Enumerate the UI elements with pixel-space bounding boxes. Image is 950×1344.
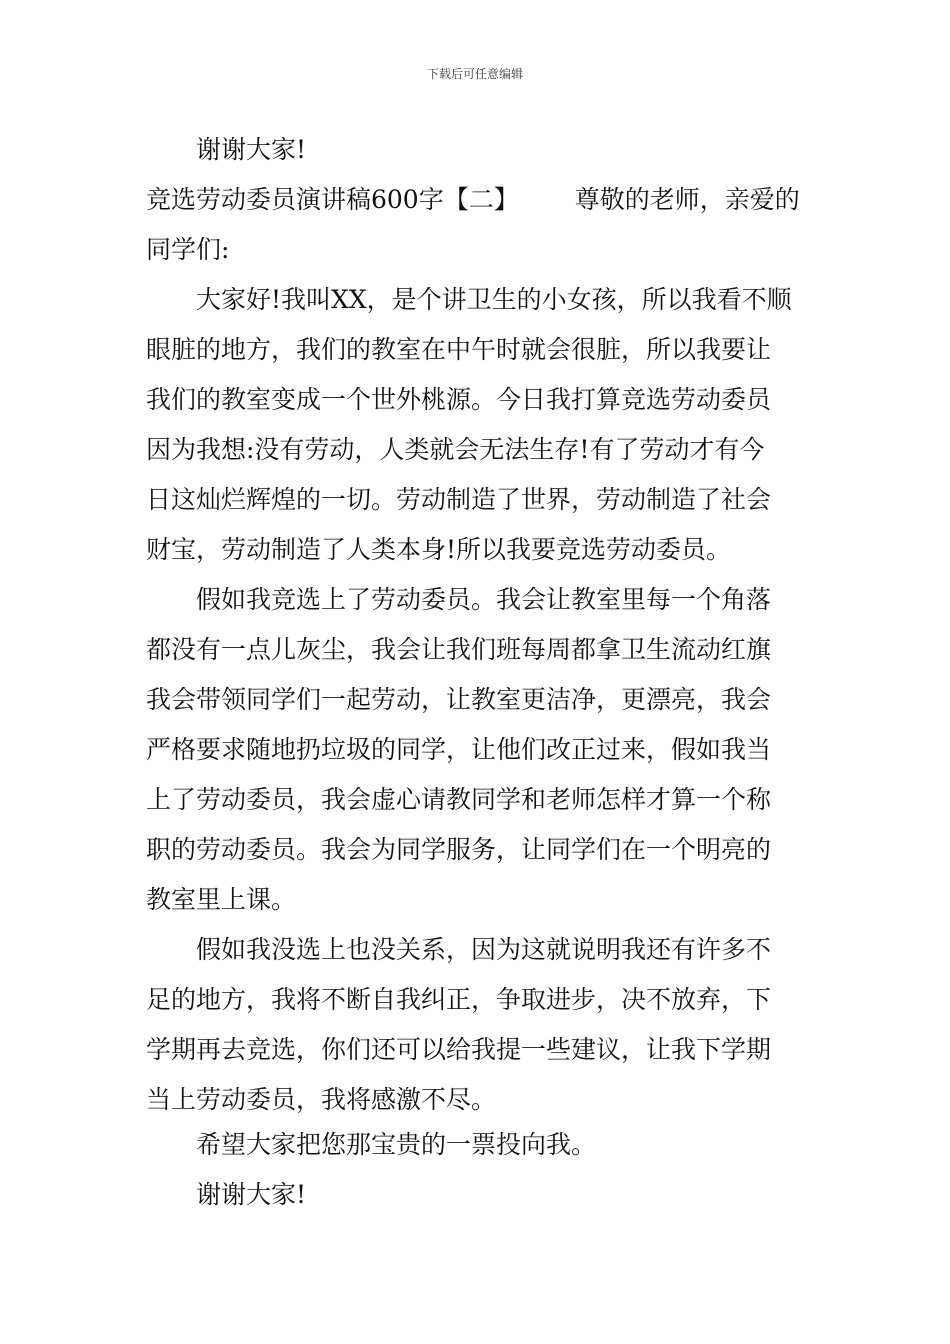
closing-thanks-line: 谢谢大家! <box>196 135 307 164</box>
paragraph-line: 职的劳动委员。我会为同学服务，让同学们在一个明亮的 <box>146 835 772 864</box>
paragraph-line: 假如我竞选上了劳动委员。我会让教室里每一个角落 <box>196 585 772 614</box>
page-header-watermark: 下载后可任意编辑 <box>426 67 523 81</box>
salutation-continued: 同学们: <box>146 235 230 264</box>
paragraph-line: 我会带领同学们一起劳动，让教室更洁净，更漂亮，我会 <box>146 685 772 714</box>
paragraph-line: 因为我想:没有劳动，人类就会无法生存!有了劳动才有今 <box>146 435 765 464</box>
paragraph-line: 大家好!我叫XX，是个讲卫生的小女孩，所以我看不顺 <box>196 285 792 314</box>
paragraph-line: 日这灿烂辉煌的一切。劳动制造了世界，劳动制造了社会 <box>146 485 772 514</box>
speech-title: 竞选劳动委员演讲稿600字【二】 <box>146 185 519 214</box>
paragraph-line: 我们的教室变成一个世外桃源。今日我打算竞选劳动委员 <box>146 385 772 414</box>
paragraph-line: 当上劳动委员，我将感激不尽。 <box>146 1085 497 1114</box>
paragraph-line: 眼脏的地方，我们的教室在中午时就会很脏，所以我要让 <box>146 335 772 364</box>
speech-title-line <box>146 175 800 225</box>
paragraph-line: 财宝，劳动制造了人类本身!所以我要竞选劳动委员。 <box>146 535 732 564</box>
paragraph-line: 上了劳动委员，我会虚心请教同学和老师怎样才算一个称 <box>146 785 772 814</box>
paragraph-line: 都没有一点儿灰尘，我会让我们班每周都拿卫生流动红旗 <box>146 635 772 664</box>
paragraph-line: 假如我没选上也没关系，因为这就说明我还有许多不 <box>196 935 772 964</box>
paragraph-line: 足的地方，我将不断自我纠正，争取进步，决不放弃，下 <box>146 985 772 1014</box>
paragraph-line: 教室里上课。 <box>146 885 297 914</box>
paragraph-line: 严格要求随地扔垃圾的同学，让他们改正过来，假如我当 <box>146 735 772 764</box>
closing-thanks-line: 谢谢大家! <box>196 1180 307 1209</box>
paragraph-line: 学期再去竞选，你们还可以给我提一些建议，让我下学期 <box>146 1035 772 1064</box>
salutation-start: 尊敬的老师，亲爱的 <box>574 185 800 214</box>
paragraph-line: 希望大家把您那宝贵的一票投向我。 <box>196 1130 597 1159</box>
